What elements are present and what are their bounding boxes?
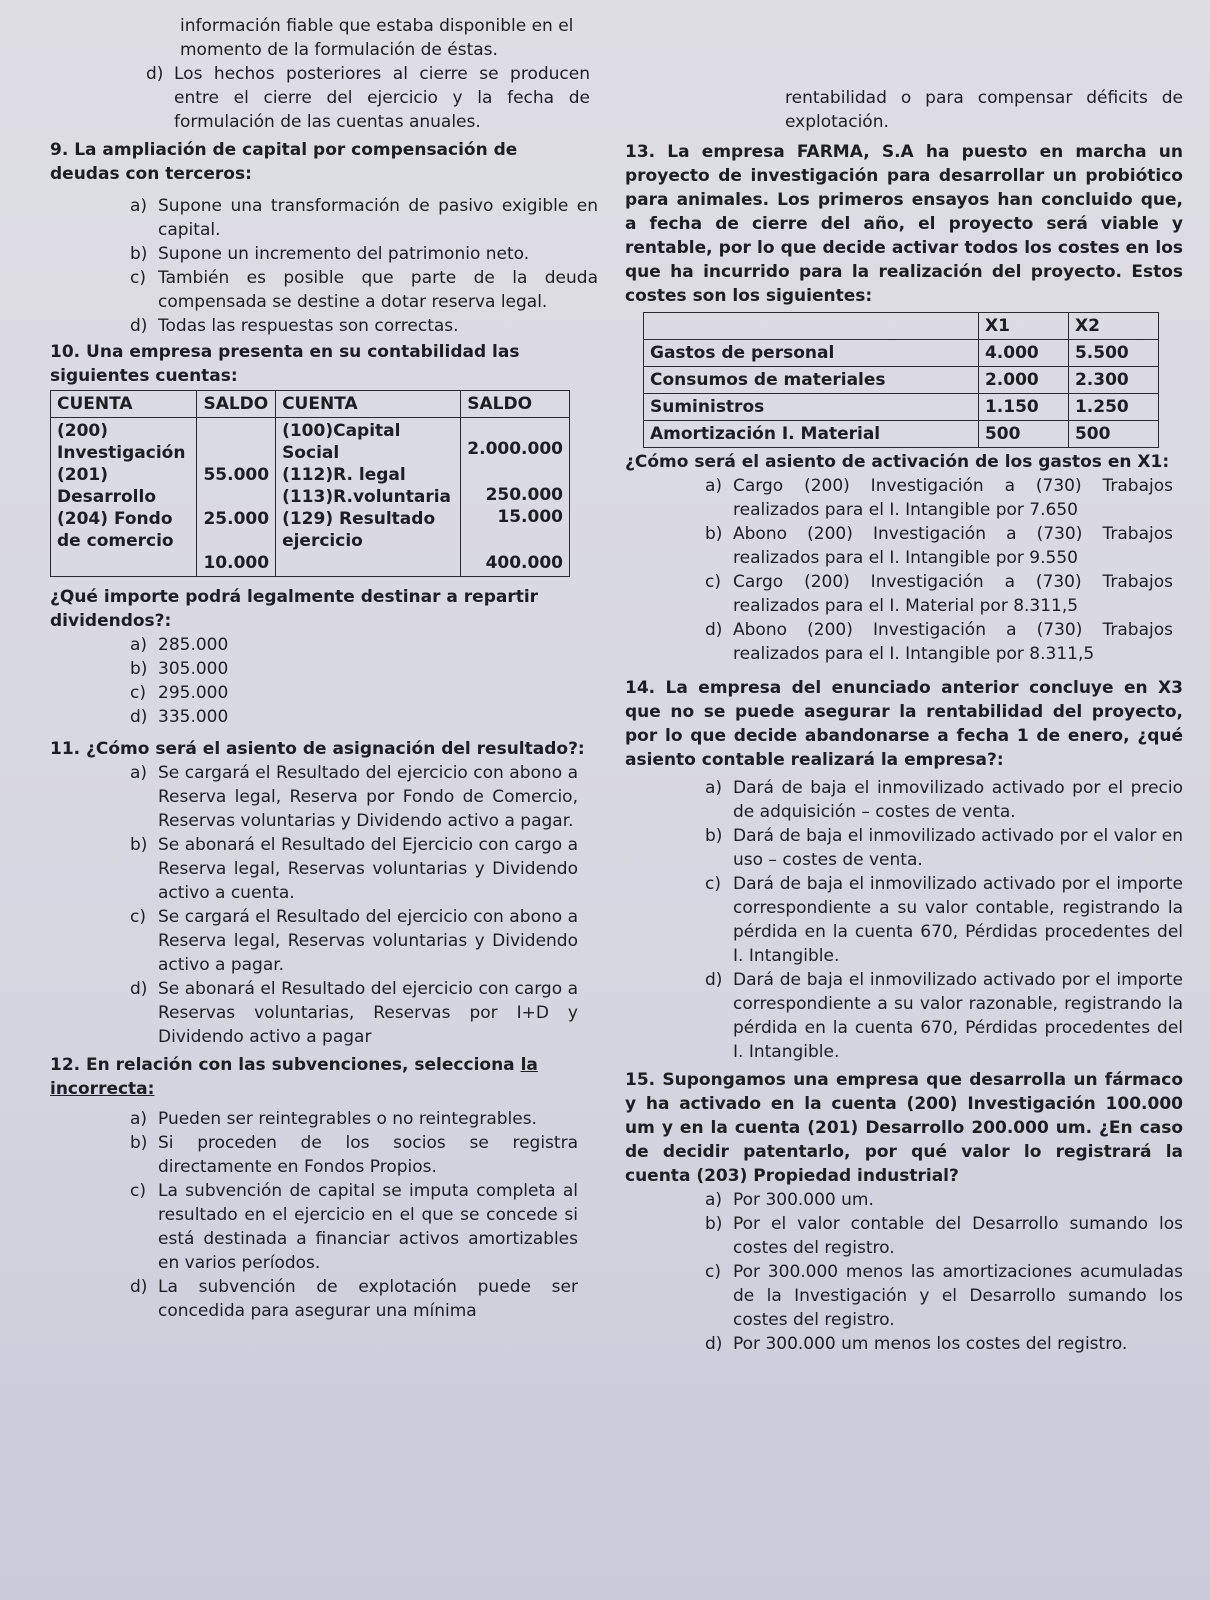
option-9d[interactable]: d) Todas las respuestas son correctas. [130, 316, 459, 336]
question-14-title: 14. La empresa del enunciado anterior concluye en X3 que no se puede asegurar la rentabilidad del proyecto, por lo que decide abandonarse a fecha 1 de enero, ¿qué asiento contable realizará la empresa?: [625, 678, 1183, 770]
question-9-options [130, 194, 598, 338]
intro-line: información fiable que estaba disponible en el [180, 16, 574, 36]
option-14b[interactable]: b) Dará de baja el inmovilizado activado por el valor en uso – costes de venta. [705, 826, 1183, 870]
question-13-title: 13. La empresa FARMA, S.A ha puesto en marcha un proyecto de investigación para desarrollar un probiótico para animales. Los primeros ensayos han concluido que, a fecha de cierre del año, el proyecto será viable y rentable, por lo que decide activar todos los costes en los que ha incurrido para la realización del proyecto. Estos costes son los siguientes: [625, 142, 1183, 306]
option-11b[interactable]: b) Se abonará el Resultado del Ejercicio con cargo a Reserva legal, Reservas voluntarias y Dividendo activo a cuenta. [130, 835, 578, 903]
option-14c[interactable]: c) Dará de baja el inmovilizado activado por el importe correspondiente a su valor contable, registrando la pérdida en la cuenta 670, Pérdidas procedentes del I. Intangible. [705, 874, 1183, 966]
option-14a[interactable]: a) Dará de baja el inmovilizado activado por el precio de adquisición – costes de venta. [705, 778, 1183, 822]
option-11c[interactable]: c) Se cargará el Resultado del ejercicio con abono a Reserva legal, Reservas voluntarias y Dividendo activo a pagar. [130, 907, 578, 975]
option-9b[interactable]: b) Supone un incremento del patrimonio neto. [130, 244, 530, 264]
option-10b[interactable]: b) 305.000 [130, 659, 229, 679]
option-12d[interactable]: d) La subvención de explotación puede ser concedida para asegurar una mínima [130, 1277, 578, 1321]
question-12-title: 12. En relación con las subvenciones, selecciona la incorrecta: [50, 1055, 538, 1099]
question-11-title: 11. ¿Cómo será el asiento de asignación del resultado?: [50, 739, 585, 759]
question-9-title: 9. La ampliación de capital por compensación de deudas con terceros: [50, 140, 518, 184]
option-12a[interactable]: a) Pueden ser reintegrables o no reintegrables. [130, 1109, 537, 1129]
costs-table [643, 312, 1159, 448]
option-12b[interactable]: b) Si proceden de los socios se registra directamente en Fondos Propios. [130, 1133, 578, 1177]
table-header: SALDO [197, 391, 276, 418]
accounts-table [50, 390, 570, 577]
left-column [50, 14, 598, 1323]
question-11-options [130, 761, 598, 1049]
question-10-text: ¿Qué importe podrá legalmente destinar a repartir dividendos?: [50, 587, 539, 631]
option-10c[interactable]: c) 295.000 [130, 683, 229, 703]
table-header: SALDO [461, 391, 570, 418]
option-11a[interactable]: a) Se cargará el Resultado del ejercicio con abono a Reserva legal, Reserva por Fondo de Comercio, Reservas voluntarias y Dividendo activo a pagar. [130, 763, 578, 831]
option-13c[interactable]: c) Cargo (200) Investigación a (730) Trabajos realizados para el I. Material por 8.311,5 [705, 572, 1173, 616]
option-13d[interactable]: d) Abono (200) Investigación a (730) Trabajos realizados para el I. Intangible por 8.311,5 [705, 620, 1173, 664]
option-9a[interactable]: a) Supone una transformación de pasivo exigible en capital. [130, 196, 598, 240]
question-13-text: ¿Cómo será el asiento de activación de los gastos en X1: [625, 452, 1170, 472]
table-header: X1 [978, 313, 1068, 340]
table-row: Suministros 1.150 1.250 [644, 394, 1159, 421]
option-14d[interactable]: d) Dará de baja el inmovilizado activado por el importe correspondiente a su valor razonable, registrando la pérdida en la cuenta 670, Pérdidas procedentes del I. Intangible. [705, 970, 1183, 1062]
question-12-options [130, 1107, 598, 1323]
option-9c[interactable]: c) También es posible que parte de la deuda compensada se destine a dotar reserva legal. [130, 268, 598, 312]
option-15a[interactable]: a) Por 300.000 um. [705, 1190, 874, 1210]
table-row: Amortización I. Material 500 500 [644, 421, 1159, 448]
question-15-options [705, 1188, 1183, 1356]
option-13b[interactable]: b) Abono (200) Investigación a (730) Trabajos realizados para el I. Intangible por 9.550 [705, 524, 1173, 568]
option-10d[interactable]: d) 335.000 [130, 707, 229, 727]
option-15c[interactable]: c) Por 300.000 menos las amortizaciones acumuladas de la Investigación y el Desarrollo sumando los costes del registro. [705, 1262, 1183, 1330]
question-10-options [130, 633, 598, 729]
table-header: CUENTA [51, 391, 197, 418]
intro-continuation [180, 14, 598, 62]
table-cell: 2.000.000 250.000 15.000 400.000 [461, 418, 570, 577]
option-12c[interactable]: c) La subvención de capital se imputa completa al resultado en el ejercicio en el que se concede si está destinada a financiar activos amortizables en varios períodos. [130, 1181, 578, 1273]
table-cell: (200) Investigación (201) Desarrollo (204) Fondo de comercio [51, 418, 197, 577]
table-header: X2 [1068, 313, 1158, 340]
table-row: Consumos de materiales 2.000 2.300 [644, 367, 1159, 394]
option-15d[interactable]: d) Por 300.000 um menos los costes del registro. [705, 1334, 1128, 1354]
intro-option-d: d) Los hechos posteriores al cierre se producen entre el cierre del ejercicio y la fecha de formulación de las cuentas anuales. [146, 64, 590, 132]
question-14-options [705, 776, 1183, 1064]
table-row: Gastos de personal 4.000 5.500 [644, 340, 1159, 367]
option-10a[interactable]: a) 285.000 [130, 635, 229, 655]
table-header: CUENTA [276, 391, 461, 418]
intro-continuation-right: rentabilidad o para compensar déficits de explotación. [785, 88, 1183, 132]
question-13-options [705, 474, 1183, 666]
question-15-title: 15. Supongamos una empresa que desarrolla un fármaco y ha activado en la cuenta (200) Investigación 100.000 um y en la cuenta (201) Desarrollo 200.000 um. ¿En caso de decidir patentarlo, por qué valor lo registrará la cuenta (203) Propiedad industrial? [625, 1070, 1183, 1186]
question-10-title: 10. Una empresa presenta en su contabilidad las siguientes cuentas: [50, 342, 520, 386]
intro-line: momento de la formulación de éstas. [180, 40, 498, 60]
option-11d[interactable]: d) Se abonará el Resultado del ejercicio con cargo a Reservas voluntarias, Reservas por I+D y Dividendo activo a pagar [130, 979, 578, 1047]
option-15b[interactable]: b) Por el valor contable del Desarrollo sumando los costes del registro. [705, 1214, 1183, 1258]
table-cell: 55.000 25.000 10.000 [197, 418, 276, 577]
right-column [625, 86, 1183, 1356]
option-13a[interactable]: a) Cargo (200) Investigación a (730) Trabajos realizados para el I. Intangible por 7.650 [705, 476, 1173, 520]
table-cell: (100)Capital Social (112)R. legal (113)R.voluntaria (129) Resultado ejercicio [276, 418, 461, 577]
